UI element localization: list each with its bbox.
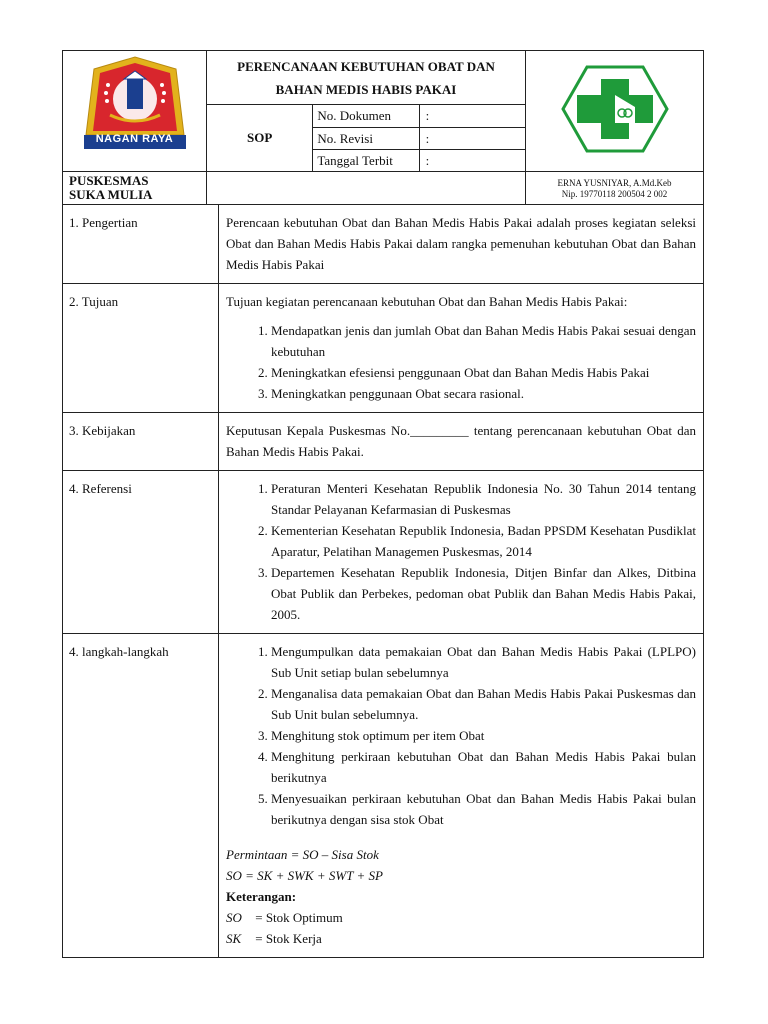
- keterangan-row: [226, 928, 696, 949]
- section-label: 3. Kebijakan: [63, 413, 219, 471]
- nagan-raya-logo-cell: [63, 51, 207, 172]
- section-kebijakan: [63, 413, 704, 471]
- list-item: 2. Meningkatkan efesiensi penggunaan Obat dan Bahan Medis Habis Pakai: [271, 362, 696, 383]
- puskesmas-name-line1: PUSKESMAS: [69, 173, 149, 188]
- list-item: 2. Kementerian Kesehatan Republik Indonesia, Badan PPSDM Kesehatan Pusdiklat Aparatur, Pelatihan Managemen Puskesmas, 2014: [271, 520, 696, 562]
- puskesmas-name-line2: SUKA MULIA: [69, 187, 153, 202]
- keterangan-row: [226, 907, 696, 928]
- document-title-line1: PERENCANAAN KEBUTUHAN OBAT DAN: [237, 58, 495, 74]
- list-item: 3. Meningkatkan penggunaan Obat secara rasional.: [271, 383, 696, 404]
- puskesmas-logo-cell: [526, 51, 704, 172]
- section-label: 4. Referensi: [63, 471, 219, 634]
- puskesmas-name: [63, 172, 207, 205]
- list-item: 5. Menyesuaikan perkiraan kebutuhan Obat dan Bahan Medis Habis Pakai bulan berikutnya dengan sisa stok Obat: [271, 788, 696, 830]
- sop-header-table: [62, 50, 704, 205]
- keterangan-key: SO: [226, 910, 242, 925]
- section-label: 4. langkah-langkah: [63, 634, 219, 958]
- puskesmas-cross-logo-icon: [559, 63, 671, 155]
- signer-name: ERNA YUSNIYAR, A.Md.Keb: [557, 178, 672, 188]
- sop-document: [62, 50, 704, 958]
- meta-label-no-revisi: No. Revisi: [313, 128, 419, 150]
- section-content: [219, 205, 704, 284]
- list-item: 3. Menghitung stok optimum per item Obat: [271, 725, 696, 746]
- langkah-list: [226, 641, 696, 830]
- signer-block: [526, 172, 704, 205]
- meta-label-no-dokumen: No. Dokumen: [313, 105, 419, 128]
- nagan-raya-logo-text: NAGAN RAYA: [95, 132, 174, 145]
- kebijakan-text: Keputusan Kepala Puskesmas No._________ tentang perencanaan kebutuhan Obat dan Bahan Medis Habis Pakai.: [226, 423, 696, 459]
- list-item: 2. Menganalisa data pemakaian Obat dan Bahan Medis Habis Pakai Puskesmas dan Sub Unit bulan sebelumnya.: [271, 683, 696, 725]
- list-item: 3. Departemen Kesehatan Republik Indonesia, Ditjen Binfar dan Alkes, Ditbina Obat Publik dan Perbekes, pedoman obat Publik dan Bahan Medis Habis Pakai, 2005.: [271, 562, 696, 625]
- section-content: [219, 413, 704, 471]
- meta-value-tanggal-terbit: :: [419, 150, 525, 172]
- section-pengertian: [63, 205, 704, 284]
- section-content: [219, 634, 704, 958]
- sop-body-table: [62, 204, 704, 958]
- list-item: 1. Mengumpulkan data pemakaian Obat dan Bahan Medis Habis Pakai (LPLPO) Sub Unit setiap bulan sebelumnya: [271, 641, 696, 683]
- document-title-line2: BAHAN MEDIS HABIS PAKAI: [275, 81, 457, 97]
- section-label: 2. Tujuan: [63, 284, 219, 413]
- list-item: 1. Peraturan Menteri Kesehatan Republik Indonesia No. 30 Tahun 2014 tentang Standar Pelayanan Kefarmasian di Puskesmas: [271, 478, 696, 520]
- section-label: 1. Pengertian: [63, 205, 219, 284]
- tujuan-list: [226, 320, 696, 404]
- formula-permintaan: Permintaan = SO – Sisa Stok: [226, 847, 379, 862]
- pengertian-text: Perencaan kebutuhan Obat dan Bahan Medis Habis Pakai adalah proses kegiatan seleksi Obat dan Bahan Medis Habis Pakai dalam rangka pemenuhan kebutuhan Obat dan Bahan Medis Habis Pakai: [226, 215, 696, 272]
- section-langkah: [63, 634, 704, 958]
- keterangan-label: Keterangan:: [226, 889, 297, 904]
- section-tujuan: [63, 284, 704, 413]
- formula-stok-optimum: SO = SK + SWK + SWT + SP: [226, 868, 383, 883]
- section-content: [219, 471, 704, 634]
- tujuan-intro: Tujuan kegiatan perencanaan kebutuhan Obat dan Bahan Medis Habis Pakai:: [226, 294, 628, 309]
- referensi-list: [226, 478, 696, 625]
- keterangan-desc: = Stok Kerja: [255, 931, 322, 946]
- list-item: 1. Mendapatkan jenis dan jumlah Obat dan Bahan Medis Habis Pakai sesuai dengan kebutuhan: [271, 320, 696, 362]
- sop-label: SOP: [207, 105, 313, 172]
- meta-label-tanggal-terbit: Tanggal Terbit: [313, 150, 419, 172]
- keterangan-key: SK: [226, 931, 242, 946]
- list-item: 4. Menghitung perkiraan kebutuhan Obat dan Bahan Medis Habis Pakai bulan berikutnya: [271, 746, 696, 788]
- meta-value-no-revisi: :: [419, 128, 525, 150]
- signature-space: [207, 172, 526, 205]
- meta-value-no-dokumen: :: [419, 105, 525, 128]
- signer-nip: Nip. 19770118 200504 2 002: [561, 189, 668, 199]
- section-content: [219, 284, 704, 413]
- section-referensi: [63, 471, 704, 634]
- keterangan-desc: = Stok Optimum: [255, 910, 343, 925]
- document-title: [207, 51, 526, 105]
